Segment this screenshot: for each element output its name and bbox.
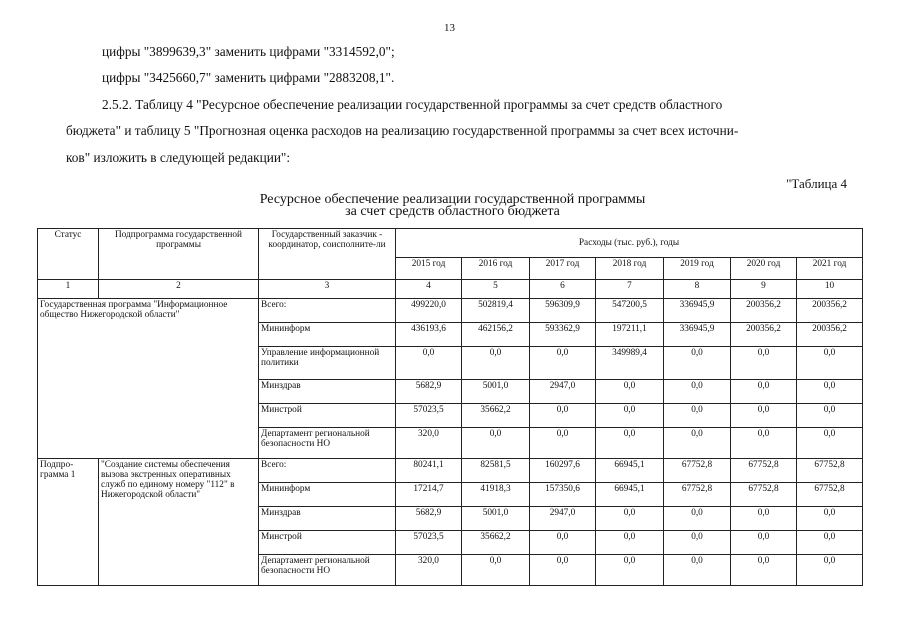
- value-cell: 0,0: [462, 555, 530, 586]
- table-row: [38, 459, 863, 483]
- value-cell: 0,0: [596, 428, 664, 459]
- value-cell: 0,0: [530, 404, 596, 428]
- value-cell: 41918,3: [462, 483, 530, 507]
- executor-cell: Минздрав: [259, 380, 396, 404]
- value-cell: 67752,8: [797, 459, 863, 483]
- value-cell: 200356,2: [731, 323, 797, 347]
- program-name-cell: Государственная программа "Информационное общество Нижегородской области": [38, 299, 259, 459]
- value-cell: 0,0: [596, 507, 664, 531]
- page-number: 13: [444, 22, 455, 34]
- value-cell: 57023,5: [396, 531, 462, 555]
- table-label: "Таблица 4: [786, 176, 847, 191]
- value-cell: 0,0: [664, 380, 731, 404]
- value-cell: 57023,5: [396, 404, 462, 428]
- value-cell: 0,0: [731, 347, 797, 380]
- value-cell: 0,0: [462, 347, 530, 380]
- header-year: 2015 год: [396, 258, 462, 280]
- value-cell: 499220,0: [396, 299, 462, 323]
- value-cell: 0,0: [530, 531, 596, 555]
- value-cell: 0,0: [731, 531, 797, 555]
- value-cell: 0,0: [596, 531, 664, 555]
- value-cell: 0,0: [530, 428, 596, 459]
- header-year: 2017 год: [530, 258, 596, 280]
- header-expenses: Расходы (тыс. руб.), годы: [396, 229, 863, 258]
- header-year: 2021 год: [797, 258, 863, 280]
- value-cell: 0,0: [462, 428, 530, 459]
- value-cell: 462156,2: [462, 323, 530, 347]
- value-cell: 66945,1: [596, 459, 664, 483]
- executor-cell: Управление информационной политики: [259, 347, 396, 380]
- header-year: 2016 год: [462, 258, 530, 280]
- value-cell: 157350,6: [530, 483, 596, 507]
- value-cell: 66945,1: [596, 483, 664, 507]
- value-cell: 0,0: [664, 507, 731, 531]
- value-cell: 197211,1: [596, 323, 664, 347]
- header-year: 2019 год: [664, 258, 731, 280]
- value-cell: 0,0: [797, 507, 863, 531]
- value-cell: 67752,8: [731, 459, 797, 483]
- value-cell: 349989,4: [596, 347, 664, 380]
- value-cell: 67752,8: [731, 483, 797, 507]
- value-cell: 2947,0: [530, 507, 596, 531]
- executor-cell: Департамент региональной безопасности НО: [259, 555, 396, 586]
- value-cell: 0,0: [596, 380, 664, 404]
- value-cell: 336945,9: [664, 299, 731, 323]
- column-index: 10: [797, 280, 863, 299]
- value-cell: 0,0: [664, 531, 731, 555]
- value-cell: 67752,8: [797, 483, 863, 507]
- value-cell: 67752,8: [664, 483, 731, 507]
- header-status: Статус: [38, 229, 99, 280]
- value-cell: 200356,2: [797, 323, 863, 347]
- value-cell: 320,0: [396, 555, 462, 586]
- column-index: 6: [530, 280, 596, 299]
- header-year: 2020 год: [731, 258, 797, 280]
- executor-cell: Минстрой: [259, 404, 396, 428]
- paragraph-line-1: цифры "3899639,3" заменить цифрами "3314592,0";: [102, 44, 395, 59]
- executor-cell: Всего:: [259, 299, 396, 323]
- executor-cell: Всего:: [259, 459, 396, 483]
- column-index: 9: [731, 280, 797, 299]
- column-index: 2: [99, 280, 259, 299]
- value-cell: 67752,8: [664, 459, 731, 483]
- value-cell: 0,0: [797, 380, 863, 404]
- header-year: 2018 год: [596, 258, 664, 280]
- column-index: 3: [259, 280, 396, 299]
- column-index: 5: [462, 280, 530, 299]
- value-cell: 0,0: [596, 555, 664, 586]
- value-cell: 0,0: [731, 380, 797, 404]
- value-cell: 0,0: [731, 428, 797, 459]
- table-title-line-1: Ресурсное обеспечение реализации государственной программы: [259, 192, 646, 207]
- value-cell: 0,0: [731, 507, 797, 531]
- value-cell: 0,0: [731, 555, 797, 586]
- value-cell: 547200,5: [596, 299, 664, 323]
- value-cell: 336945,9: [664, 323, 731, 347]
- value-cell: 0,0: [664, 428, 731, 459]
- executor-cell: Мининформ: [259, 323, 396, 347]
- value-cell: 200356,2: [797, 299, 863, 323]
- value-cell: 80241,1: [396, 459, 462, 483]
- value-cell: 17214,7: [396, 483, 462, 507]
- value-cell: 0,0: [797, 428, 863, 459]
- paragraph-line-4: бюджета" и таблицу 5 "Прогнозная оценка расходов на реализацию государственной программы за счет всех источни-: [66, 123, 739, 138]
- value-cell: 200356,2: [731, 299, 797, 323]
- value-cell: 0,0: [530, 347, 596, 380]
- value-cell: 5682,9: [396, 380, 462, 404]
- executor-cell: Минстрой: [259, 531, 396, 555]
- table-row: [38, 299, 863, 323]
- subprogram-cell: "Создание системы обеспечения вызова экстренных оперативных служб по единому номеру "112" в Нижегородской области": [99, 459, 259, 586]
- header-customer: Государственный заказчик - координатор, соисполните-ли: [259, 229, 396, 280]
- column-index: 7: [596, 280, 664, 299]
- value-cell: 0,0: [797, 531, 863, 555]
- value-cell: 0,0: [596, 404, 664, 428]
- value-cell: 35662,2: [462, 404, 530, 428]
- value-cell: 0,0: [664, 347, 731, 380]
- value-cell: 5682,9: [396, 507, 462, 531]
- value-cell: 0,0: [797, 404, 863, 428]
- value-cell: 502819,4: [462, 299, 530, 323]
- paragraph-line-3: 2.5.2. Таблицу 4 "Ресурсное обеспечение реализации государственной программы за счет средств областного: [102, 97, 723, 112]
- value-cell: 160297,6: [530, 459, 596, 483]
- resource-table: [37, 228, 863, 586]
- value-cell: 593362,9: [530, 323, 596, 347]
- value-cell: 596309,9: [530, 299, 596, 323]
- value-cell: 0,0: [664, 555, 731, 586]
- executor-cell: Минздрав: [259, 507, 396, 531]
- paragraph-line-5: ков" изложить в следующей редакции":: [66, 150, 291, 165]
- executor-cell: Департамент региональной безопасности НО: [259, 428, 396, 459]
- column-index: 8: [664, 280, 731, 299]
- value-cell: 0,0: [530, 555, 596, 586]
- value-cell: 82581,5: [462, 459, 530, 483]
- column-index: 1: [38, 280, 99, 299]
- column-index: 4: [396, 280, 462, 299]
- value-cell: 0,0: [731, 404, 797, 428]
- value-cell: 436193,6: [396, 323, 462, 347]
- executor-cell: Мининформ: [259, 483, 396, 507]
- header-subprogram: Подпрограмма государственной программы: [99, 229, 259, 280]
- value-cell: 2947,0: [530, 380, 596, 404]
- status-cell: Подпро-грамма 1: [38, 459, 99, 586]
- value-cell: 320,0: [396, 428, 462, 459]
- value-cell: 0,0: [396, 347, 462, 380]
- value-cell: 0,0: [797, 347, 863, 380]
- value-cell: 5001,0: [462, 380, 530, 404]
- value-cell: 0,0: [797, 555, 863, 586]
- table-title-line-2: за счет средств областного бюджета: [345, 204, 560, 219]
- value-cell: 0,0: [664, 404, 731, 428]
- paragraph-line-2: цифры "3425660,7" заменить цифрами "2883208,1".: [102, 70, 395, 85]
- value-cell: 35662,2: [462, 531, 530, 555]
- value-cell: 5001,0: [462, 507, 530, 531]
